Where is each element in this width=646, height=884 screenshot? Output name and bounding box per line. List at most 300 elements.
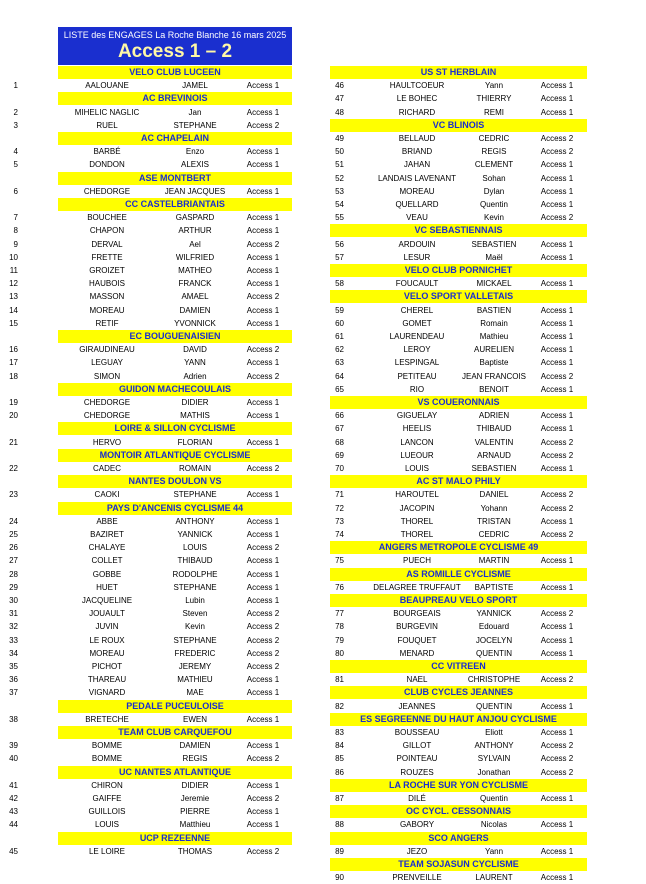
rider-number: 36 xyxy=(9,675,18,685)
club-header: VELO CLUB LUCEEN xyxy=(58,66,292,79)
rider-number: 80 xyxy=(335,648,344,658)
rider-name: BRETECHE xyxy=(85,714,129,724)
rider-category: Access 2 xyxy=(540,213,574,223)
rider-name: MIHELIC NAGLIC xyxy=(74,107,140,117)
rider-firstname: MARTIN xyxy=(478,556,510,566)
rider-row xyxy=(0,462,646,475)
rider-name: QUELLARD xyxy=(395,200,439,209)
rider-firstname: Lubin xyxy=(185,596,205,605)
rider-firstname: CEDRIC xyxy=(478,134,510,143)
rider-number: 49 xyxy=(335,134,344,143)
rider-row xyxy=(0,620,646,633)
club-header: LA ROCHE SUR YON CYCLISME xyxy=(330,779,587,792)
rider-firstname: CLEMENT xyxy=(474,160,514,170)
rider-number: 72 xyxy=(335,503,344,513)
club-header: AC BREVINOIS xyxy=(58,92,292,105)
rider-number: 44 xyxy=(9,820,18,830)
rider-number: 35 xyxy=(9,662,18,671)
rider-category: Access 1 xyxy=(540,635,574,645)
rider-category: Access 1 xyxy=(540,622,574,632)
rider-number: 63 xyxy=(335,358,344,368)
rider-name: HEELIS xyxy=(402,424,432,434)
rider-firstname: Yann xyxy=(484,81,504,91)
rider-firstname: STEPHANE xyxy=(173,635,217,645)
rider-firstname: THOMAS xyxy=(177,846,213,856)
rider-number: 89 xyxy=(335,846,344,856)
rider-name: JAHAN xyxy=(403,160,431,170)
club-header: CC VITREEN xyxy=(330,660,587,673)
rider-row xyxy=(0,172,646,185)
rider-firstname: Matthieu xyxy=(179,820,211,830)
rider-number: 15 xyxy=(9,318,18,328)
rider-row xyxy=(0,317,646,330)
rider-number: 20 xyxy=(9,411,18,421)
rider-number: 67 xyxy=(335,424,344,434)
rider-category: Access 2 xyxy=(246,120,280,130)
rider-firstname: FRANCK xyxy=(178,279,212,289)
rider-category: Access 2 xyxy=(540,741,574,751)
rider-row xyxy=(0,370,646,383)
rider-firstname: MAE xyxy=(186,688,204,698)
club-header: BEAUPREAU VELO SPORT xyxy=(330,594,587,607)
rider-firstname: SYLVAIN xyxy=(477,754,511,764)
rider-firstname: YANN xyxy=(184,358,206,368)
rider-category: Access 1 xyxy=(246,596,280,605)
rider-category: Access 2 xyxy=(540,371,574,381)
rider-row xyxy=(0,277,646,290)
rider-row xyxy=(0,581,646,594)
rider-name: PETITEAU xyxy=(397,371,437,381)
rider-number: 31 xyxy=(9,609,18,619)
rider-number: 69 xyxy=(335,450,344,460)
rider-category: Access 1 xyxy=(540,318,574,328)
rider-firstname: FLORIAN xyxy=(177,437,213,447)
rider-name: COLLET xyxy=(91,556,123,566)
rider-number: 90 xyxy=(335,873,344,883)
club-header: LOIRE & SILLON CYCLISME xyxy=(58,422,292,435)
rider-name: RUEL xyxy=(96,120,118,130)
rider-name: THAREAU xyxy=(87,675,127,685)
rider-firstname: JAMEL xyxy=(182,81,208,91)
rider-row xyxy=(0,422,646,435)
club-header: PEDALE PUCEULOISE xyxy=(58,700,292,713)
rider-firstname: JOCELYN xyxy=(475,635,513,645)
rider-firstname: REMI xyxy=(484,107,504,117)
rider-category: Access 1 xyxy=(246,490,280,500)
rider-number: 38 xyxy=(9,714,18,724)
rider-number: 6 xyxy=(13,186,18,196)
rider-category: Access 2 xyxy=(246,846,280,856)
rider-number: 41 xyxy=(9,780,18,790)
rider-firstname: FREDERIC xyxy=(174,648,216,658)
rider-row xyxy=(0,792,646,805)
rider-category: Access 1 xyxy=(246,437,280,447)
rider-firstname: CEDRIC xyxy=(478,530,510,539)
rider-firstname: DAVID xyxy=(183,345,207,355)
rider-row xyxy=(0,739,646,752)
rider-row xyxy=(0,726,646,739)
rider-category: Access 1 xyxy=(246,582,280,592)
rider-number: 76 xyxy=(335,582,344,592)
rider-number: 75 xyxy=(335,556,344,566)
rider-name: VIGNARD xyxy=(88,688,126,698)
rider-number: 16 xyxy=(9,345,18,355)
rider-firstname: REGIS xyxy=(182,754,208,764)
club-header: EC BOUGUENAISIEN xyxy=(58,330,292,343)
rider-number: 71 xyxy=(335,490,344,500)
rider-name: HAROUTEL xyxy=(395,490,439,500)
rider-firstname: ADRIEN xyxy=(478,411,510,421)
rider-firstname: DAMIEN xyxy=(179,305,211,315)
rider-number: 1 xyxy=(13,81,18,91)
rider-name: GIGUELAY xyxy=(396,411,438,421)
rider-number: 74 xyxy=(335,530,344,539)
rider-name: LAURENDEAU xyxy=(389,332,445,341)
rider-category: Access 1 xyxy=(246,318,280,328)
rider-number: 24 xyxy=(9,516,18,526)
club-header: OC CYCL. CESSONNAIS xyxy=(330,805,587,818)
rider-name: GOBBE xyxy=(92,569,122,579)
rider-category: Access 1 xyxy=(540,701,574,711)
rider-firstname: YVONNICK xyxy=(174,318,216,328)
rider-number: 10 xyxy=(9,252,18,262)
rider-category: Access 2 xyxy=(540,437,574,447)
rider-number: 66 xyxy=(335,411,344,421)
rider-name: THOREL xyxy=(400,516,434,526)
rider-name: BOMME xyxy=(91,754,123,764)
rider-row xyxy=(0,436,646,449)
rider-category: Access 1 xyxy=(540,94,574,104)
club-header: VC SEBASTIENNAIS xyxy=(330,224,587,237)
rider-name: CHALAYE xyxy=(88,543,126,553)
list-subtitle: LISTE des ENGAGES La Roche Blanche 16 mars 2025 xyxy=(63,30,287,40)
rider-category: Access 1 xyxy=(540,582,574,592)
rider-name: JOUAULT xyxy=(89,609,125,619)
rider-category: Access 1 xyxy=(246,305,280,315)
rider-name: DONDON xyxy=(89,160,125,170)
rider-row xyxy=(0,700,646,713)
rider-name: RETIF xyxy=(95,318,119,328)
rider-category: Access 2 xyxy=(246,464,280,473)
rider-category: Access 1 xyxy=(540,358,574,368)
rider-firstname: SEBASTIEN xyxy=(471,239,517,249)
rider-category: Access 2 xyxy=(246,543,280,553)
rider-row xyxy=(0,343,646,356)
rider-number: 28 xyxy=(9,569,18,579)
rider-name: CHAPON xyxy=(89,226,125,236)
rider-firstname: WILFRIED xyxy=(175,252,215,262)
rider-category: Access 2 xyxy=(540,767,574,777)
rider-name: JACOPIN xyxy=(399,503,435,513)
rider-row xyxy=(0,356,646,369)
rider-row xyxy=(0,132,646,145)
rider-name: BELLAUD xyxy=(398,134,436,143)
rider-category: Access 1 xyxy=(540,820,574,830)
list-title: Access 1 – 2 xyxy=(117,41,233,62)
rider-firstname: Kevin xyxy=(483,213,504,223)
rider-category: Access 1 xyxy=(540,160,574,170)
rider-name: LEROY xyxy=(403,345,431,355)
rider-category: Access 1 xyxy=(540,252,574,262)
rider-firstname: SEBASTIEN xyxy=(471,464,517,473)
rider-number: 52 xyxy=(335,173,344,183)
rider-name: BURGEVIN xyxy=(396,622,438,632)
club-header: VELO SPORT VALLETAIS xyxy=(330,290,587,303)
rider-category: Access 1 xyxy=(540,424,574,434)
rider-number: 8 xyxy=(13,226,18,236)
rider-firstname: ANTHONY xyxy=(175,516,215,526)
rider-number: 5 xyxy=(13,160,18,170)
club-header: ASE MONTBERT xyxy=(58,172,292,185)
rider-number: 40 xyxy=(9,754,18,764)
rider-category: Access 1 xyxy=(540,239,574,249)
rider-name: CAOKI xyxy=(94,490,120,500)
rider-name: LANCON xyxy=(400,437,434,447)
rider-row xyxy=(0,251,646,264)
club-header: AS ROMILLE CYCLISME xyxy=(330,568,587,581)
rider-number: 42 xyxy=(9,794,18,803)
rider-row xyxy=(0,515,646,528)
rider-category: Access 1 xyxy=(246,279,280,289)
rider-row xyxy=(0,647,646,660)
rider-category: Access 2 xyxy=(540,450,574,460)
rider-name: HAUBOIS xyxy=(88,279,125,289)
rider-row xyxy=(0,818,646,831)
rider-category: Access 1 xyxy=(540,846,574,856)
rider-row xyxy=(0,304,646,317)
rider-firstname: Jeremie xyxy=(180,794,210,803)
rider-category: Access 1 xyxy=(246,226,280,236)
rider-name: DILÉ xyxy=(408,794,426,803)
rider-firstname: YANNICK xyxy=(476,609,512,619)
rider-number: 85 xyxy=(335,754,344,764)
rider-firstname: Steven xyxy=(182,609,208,619)
rider-name: ABBE xyxy=(96,516,118,526)
rider-row xyxy=(0,185,646,198)
rider-firstname: JEREMY xyxy=(178,662,212,671)
rider-name: GOMET xyxy=(402,318,432,328)
rider-category: Access 2 xyxy=(540,675,574,685)
rider-firstname: Mathieu xyxy=(479,332,509,341)
rider-category: Access 1 xyxy=(246,530,280,539)
rider-firstname: ALEXIS xyxy=(180,160,209,170)
rider-number: 33 xyxy=(9,635,18,645)
rider-number: 83 xyxy=(335,728,344,737)
rider-name: JACQUELINE xyxy=(81,596,133,605)
rider-name: MOREAU xyxy=(89,305,125,315)
rider-name: LOUIS xyxy=(404,464,429,473)
club-header: GUIDON MACHECOULAIS xyxy=(58,383,292,396)
rider-number: 48 xyxy=(335,107,344,117)
rider-category: Access 1 xyxy=(540,556,574,566)
rider-firstname: Nicolas xyxy=(480,820,508,830)
rider-number: 87 xyxy=(335,794,344,803)
rider-number: 88 xyxy=(335,820,344,830)
rider-row xyxy=(0,409,646,422)
rider-name: LE LOIRE xyxy=(88,846,125,856)
rider-row xyxy=(0,211,646,224)
rider-number: 84 xyxy=(335,741,344,751)
rider-firstname: STEPHANE xyxy=(173,490,217,500)
rider-name: FRETTE xyxy=(91,252,123,262)
rider-firstname: ANTHONY xyxy=(474,741,514,751)
rider-category: Access 1 xyxy=(540,200,574,209)
rider-firstname: Kevin xyxy=(184,622,205,632)
rider-category: Access 1 xyxy=(540,384,574,394)
rider-number: 59 xyxy=(335,305,344,315)
rider-firstname: YANNICK xyxy=(177,530,213,539)
rider-category: Access 1 xyxy=(246,252,280,262)
rider-firstname: Dylan xyxy=(483,186,505,196)
rider-name: VEAU xyxy=(406,213,428,223)
rider-firstname: Eliott xyxy=(485,728,503,737)
rider-firstname: Edouard xyxy=(478,622,510,632)
rider-name: NAEL xyxy=(406,675,428,685)
rider-name: GABORY xyxy=(399,820,435,830)
rider-name: BOUSSEAU xyxy=(394,728,440,737)
club-header: CC CASTELBRIANTAIS xyxy=(58,198,292,211)
rider-category: Access 1 xyxy=(246,688,280,698)
rider-name: MOREAU xyxy=(399,186,435,196)
rider-row xyxy=(0,488,646,501)
club-header: SCO ANGERS xyxy=(330,832,587,845)
rider-number: 29 xyxy=(9,582,18,592)
rider-name: HUET xyxy=(96,582,118,592)
rider-number: 54 xyxy=(335,200,344,209)
rider-name: JEZO xyxy=(406,846,428,856)
club-header: PAYS D'ANCENIS CYCLISME 44 xyxy=(58,502,292,515)
rider-firstname: BAPTISTE xyxy=(474,582,514,592)
rider-firstname: Jan xyxy=(188,107,202,117)
rider-category: Access 1 xyxy=(540,332,574,341)
rider-category: Access 1 xyxy=(246,160,280,170)
rider-number: 32 xyxy=(9,622,18,632)
rider-category: Access 1 xyxy=(246,358,280,368)
rider-category: Access 2 xyxy=(540,754,574,764)
rider-number: 23 xyxy=(9,490,18,500)
rider-category: Access 1 xyxy=(246,714,280,724)
rider-firstname: Yann xyxy=(484,846,504,856)
rider-name: JEANNES xyxy=(398,701,436,711)
club-header: CLUB CYCLES JEANNES xyxy=(330,686,587,699)
rider-number: 9 xyxy=(13,239,18,249)
rider-number: 57 xyxy=(335,252,344,262)
rider-number: 70 xyxy=(335,464,344,473)
club-header: UC NANTES ATLANTIQUE xyxy=(58,766,292,779)
rider-firstname: Ael xyxy=(189,239,201,249)
rider-number: 37 xyxy=(9,688,18,698)
rider-firstname: EWEN xyxy=(183,714,207,724)
rider-firstname: STEPHANE xyxy=(173,120,217,130)
rider-name: PRENVEILLE xyxy=(392,873,442,883)
rider-firstname: THIBAUD xyxy=(476,424,512,434)
rider-row xyxy=(0,145,646,158)
rider-firstname: Maël xyxy=(485,252,503,262)
rider-name: BOUCHEE xyxy=(87,213,127,223)
rider-number: 3 xyxy=(13,120,18,130)
rider-row xyxy=(0,449,646,462)
rider-firstname: DIDIER xyxy=(181,398,209,407)
rider-number: 14 xyxy=(9,305,18,315)
rider-number: 22 xyxy=(9,464,18,473)
rider-firstname: ROMAIN xyxy=(179,464,211,473)
rider-number: 51 xyxy=(335,160,344,170)
rider-number: 53 xyxy=(335,186,344,196)
rider-category: Access 1 xyxy=(540,411,574,421)
rider-row xyxy=(0,528,646,541)
rider-name: THOREL xyxy=(400,530,434,539)
rider-firstname: AURELIEN xyxy=(473,345,514,355)
rider-number: 26 xyxy=(9,543,18,553)
rider-firstname: JEAN FRANCOIS xyxy=(462,371,527,381)
rider-name: DERVAL xyxy=(91,239,123,249)
rider-number: 13 xyxy=(9,292,18,302)
rider-number: 47 xyxy=(335,94,344,104)
rider-firstname: Adrien xyxy=(183,371,207,381)
rider-number: 64 xyxy=(335,371,344,381)
rider-category: Access 1 xyxy=(246,807,280,817)
rider-category: Access 2 xyxy=(246,292,280,302)
rider-firstname: QUENTIN xyxy=(476,648,512,658)
rider-row xyxy=(0,198,646,211)
rider-firstname: THIERRY xyxy=(476,94,512,104)
club-header: AC ST MALO PHILY xyxy=(330,475,587,488)
rider-category: Access 2 xyxy=(246,754,280,764)
rider-name: GIRAUDINEAU xyxy=(79,345,135,355)
rider-row xyxy=(0,752,646,765)
rider-firstname: ARTHUR xyxy=(178,226,212,236)
rider-category: Access 2 xyxy=(246,794,280,803)
rider-category: Access 1 xyxy=(246,186,280,196)
rider-number: 27 xyxy=(9,556,18,566)
rider-category: Access 1 xyxy=(246,213,280,223)
rider-name: RIO xyxy=(409,384,425,394)
rider-number: 25 xyxy=(9,530,18,539)
rider-number: 12 xyxy=(9,279,18,289)
rider-category: Access 1 xyxy=(540,305,574,315)
rider-firstname: MATHEO xyxy=(178,266,212,275)
rider-firstname: MATHIEU xyxy=(177,675,213,685)
rider-number: 46 xyxy=(335,81,344,91)
rider-number: 11 xyxy=(9,266,18,275)
rider-category: Access 1 xyxy=(246,107,280,117)
header-banner xyxy=(58,27,292,65)
rider-name: BOURGEAIS xyxy=(393,609,441,619)
rider-row xyxy=(0,92,646,105)
rider-category: Access 2 xyxy=(246,239,280,249)
rider-number: 39 xyxy=(9,741,18,751)
rider-firstname: Quentin xyxy=(479,794,509,803)
rider-number: 82 xyxy=(335,701,344,711)
rider-category: Access 2 xyxy=(246,635,280,645)
club-header: ANGERS METROPOLE CYCLISME 49 xyxy=(330,541,587,554)
rider-name: LUEOUR xyxy=(400,450,434,460)
rider-number: 2 xyxy=(13,107,18,117)
rider-name: LANDAIS LAVENANT xyxy=(377,173,457,183)
rider-row xyxy=(0,383,646,396)
rider-number: 61 xyxy=(335,332,344,341)
rider-number: 73 xyxy=(335,516,344,526)
rider-category: Access 1 xyxy=(246,741,280,751)
rider-firstname: REGIS xyxy=(481,147,507,157)
rider-number: 68 xyxy=(335,437,344,447)
rider-name: CADEC xyxy=(92,464,121,473)
rider-number: 34 xyxy=(9,648,18,658)
rider-name: FOUQUET xyxy=(397,635,437,645)
rider-category: Access 2 xyxy=(246,622,280,632)
rider-number: 56 xyxy=(335,239,344,249)
rider-firstname: RODOLPHE xyxy=(172,569,218,579)
